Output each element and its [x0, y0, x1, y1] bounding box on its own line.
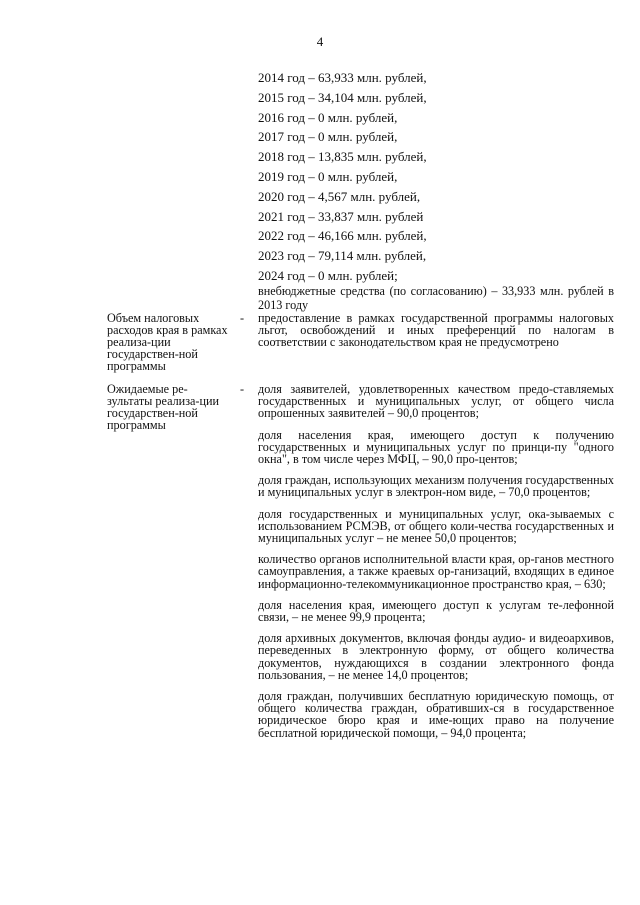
funding-year-line: 2017 год – 0 млн. рублей,	[258, 129, 398, 145]
row-dash: -	[240, 311, 245, 325]
expected-results-label: Ожидаемые ре-зультаты реализа-ции государствен-ной программы	[107, 382, 220, 432]
funding-year-line: 2018 год – 13,835 млн. рублей,	[258, 149, 427, 165]
funding-year-line: 2015 год – 34,104 млн. рублей,	[258, 89, 427, 105]
result-item: доля населения края, имеющего доступ к услугам те-лефонной связи, – не менее 99,9 процента;	[258, 597, 614, 625]
funding-year-line: 2022 год – 46,166 млн. рублей,	[258, 228, 427, 244]
funding-year-line: 2014 год – 63,933 млн. рублей,	[258, 70, 427, 85]
result-item: доля архивных документов, включая фонды аудио- и видеоархивов, переведенных в электронную форму, от общего количества документов, нуждающихся в создании электронного фонда пользования, – не менее 14,0 процентов;	[258, 631, 614, 682]
funding-year-line: 2024 год – 0 млн. рублей;	[258, 267, 398, 283]
funding-year-line: 2023 год – 79,114 млн. рублей,	[258, 248, 427, 264]
extrabudgetary-funds: внебюджетные средства (по согласованию) – 33,933 млн. рублей в 2013 году	[258, 284, 614, 312]
tax-expenditure-label: Объем налоговых расходов края в рамках реализа-ции государствен-ной программы	[107, 311, 228, 373]
funding-years-list	[258, 68, 610, 286]
funding-year-line: 2020 год – 4,567 млн. рублей,	[258, 188, 421, 204]
funding-year-line: 2021 год – 33,837 млн. рублей	[258, 208, 424, 224]
expected-results-list	[258, 383, 614, 748]
row-dash: -	[240, 382, 245, 396]
funding-year-line: 2019 год – 0 млн. рублей,	[258, 168, 398, 184]
funding-year-line: 2016 год – 0 млн. рублей,	[258, 109, 398, 125]
tax-expenditure-text: предоставление в рамках государственной программы налоговых льгот, освобождений и иных преференций по налогам в соответствии с законодательством края не предусмотрено	[258, 311, 614, 350]
page-number: 4	[316, 34, 324, 49]
result-item: доля граждан, получивших бесплатную юридическую помощь, от общего количества граждан, обративших-ся в государственное юридическое бюро края и име-ющих право на получение бесплатной юридической помощи, – 94,0 процента;	[258, 689, 614, 740]
result-item: доля заявителей, удовлетворенных качеством предо-ставляемых государственных и муниципальных услуг, от общего числа опрошенных заявителей – 90,0 процентов;	[258, 382, 614, 421]
result-item: доля государственных и муниципальных услуг, ока-зываемых с использованием РСМЭВ, от общего коли-чества государственных и муниципальных услуг – не менее 50,0 процентов;	[258, 506, 614, 546]
result-item: количество органов исполнительной власти края, ор-ганов местного самоуправления, а также краевых ор-ганизаций, входящих в единое информационно-телекоммуникационное пространство края, – 630;	[258, 552, 614, 591]
result-item: доля населения края, имеющего доступ к получению государственных и муниципальных услуг по принци-пу "одного окна", в том числе через МФЦ, – 90,0 про-центов;	[258, 427, 614, 467]
result-item: доля граждан, использующих механизм получения государственных и муниципальных услуг в электрон-ном виде, – 70,0 процентов;	[258, 473, 614, 500]
tax-expenditure-text-block	[258, 312, 614, 358]
